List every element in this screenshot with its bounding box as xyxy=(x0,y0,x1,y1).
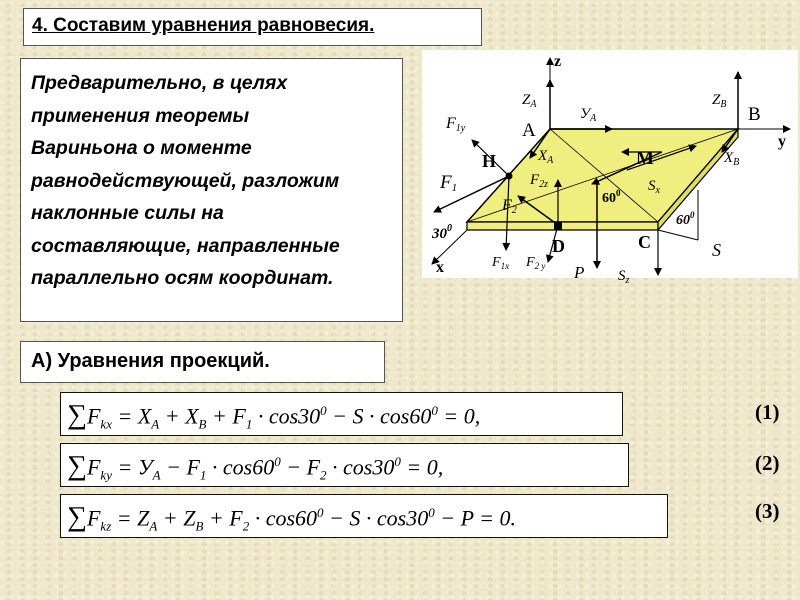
eq-term: 0. xyxy=(499,505,516,531)
eq-term: 0, xyxy=(426,454,444,480)
P-label: P xyxy=(574,263,585,282)
eq-superscript: 0 xyxy=(317,505,324,520)
section-heading xyxy=(20,341,385,383)
F2y-label: $F_{2 y}$ xyxy=(526,255,546,271)
slide-title xyxy=(23,8,482,46)
eq-subscript: ky xyxy=(100,467,112,483)
eq-term: cos60 xyxy=(380,403,432,429)
intro-text-box xyxy=(20,58,403,322)
plate-front-edge xyxy=(467,222,658,230)
eq-subscript: B xyxy=(198,416,207,432)
axis-y-label: y xyxy=(778,133,786,150)
eq-subscript: A xyxy=(152,467,161,483)
eq-term: 0, xyxy=(463,403,481,429)
eq-term: У xyxy=(137,454,153,480)
XB-label: $X_B$ xyxy=(724,150,740,168)
equation-1: $\sum F_{kx} = X_A + X_B + F_1 \cdot \cos 30^0 - S \cdot \cos 60^0 = 0$, xyxy=(60,392,623,436)
point-B-label: B xyxy=(748,104,761,125)
intro-line: Вариньона о моменте xyxy=(31,137,252,159)
eq-term: F xyxy=(86,403,101,429)
eq-term: cos30 xyxy=(376,505,429,531)
slide-title-text: 4. Составим уравнения равновесия. xyxy=(32,15,375,36)
eq-term: P xyxy=(460,505,474,531)
XA-label: $X_A$ xyxy=(538,148,554,166)
sum-symbol: ∑ xyxy=(67,399,87,431)
eq-subscript: 2 xyxy=(320,467,327,483)
Sx-label: $S_x$ xyxy=(648,178,660,196)
eq-term: X xyxy=(137,403,152,429)
intro-line: наклонные силы на xyxy=(31,202,224,224)
intro-line: Предварительно, в целях xyxy=(31,72,288,94)
eq-term: cos60 xyxy=(265,505,318,531)
angle-60-label: $60^0$ xyxy=(602,188,621,206)
intro-line: параллельно осям координат. xyxy=(31,267,334,289)
equation-number: (3) xyxy=(755,499,780,523)
equation-2: $\sum F_{ky} = У_A - F_1 \cdot \cos 60^0 - F_2 \cdot \cos 30^0 = 0$, xyxy=(60,443,629,487)
point-A-label: A xyxy=(522,120,536,141)
figure-svg xyxy=(422,50,798,286)
equation-number: (1) xyxy=(755,400,780,424)
angle-60-label: $60^0$ xyxy=(676,210,695,228)
eq-term: Z xyxy=(137,505,150,531)
eq-subscript: kx xyxy=(100,416,112,432)
eq-term: S xyxy=(349,505,361,531)
F1-label: F1 xyxy=(440,172,458,194)
eq-subscript: 1 xyxy=(199,467,207,483)
F1y-label: F1y xyxy=(446,115,466,134)
eq-term: F xyxy=(229,505,243,531)
intro-line: составляющие, направленные xyxy=(31,234,340,257)
mechanics-figure xyxy=(422,50,798,286)
section-heading-text: А) Уравнения проекций. xyxy=(31,350,270,372)
F2-label: F2 xyxy=(502,197,517,216)
ZA-label: $Z_A$ xyxy=(522,92,537,110)
eq-term: F xyxy=(232,403,246,429)
equation-3: $\sum F_{kz} = Z_A + Z_B + F_2 \cdot \cos 60^0 - S \cdot \cos 30^0 - P = 0$. xyxy=(60,494,668,538)
YA-label: $У_A$ xyxy=(580,106,597,124)
sum-symbol: ∑ xyxy=(67,450,87,482)
eq-term: F xyxy=(86,505,101,531)
Sz-label: $S_z$ xyxy=(618,268,630,286)
eq-subscript: A xyxy=(151,416,160,432)
intro-line: равнодействующей, разложим xyxy=(31,169,340,192)
equation-number: (2) xyxy=(755,451,780,475)
point-C-label: C xyxy=(638,232,651,252)
axis-x-label: x xyxy=(436,259,444,276)
point-H xyxy=(506,173,513,180)
eq-subscript: 1 xyxy=(245,416,253,432)
ZB-label: $Z_B$ xyxy=(712,92,727,110)
eq-superscript: 0 xyxy=(394,454,401,469)
eq-term: F xyxy=(306,454,321,480)
sum-symbol: ∑ xyxy=(67,501,87,533)
eq-term: F xyxy=(186,454,200,480)
eq-subscript: B xyxy=(195,518,204,534)
F1x-label: $F_{1x}$ xyxy=(492,255,510,271)
eq-superscript: 0 xyxy=(274,454,281,469)
eq-superscript: 0 xyxy=(431,403,438,418)
eq-term: Z xyxy=(183,505,196,531)
point-D-label: D xyxy=(552,236,565,256)
eq-superscript: 0 xyxy=(428,505,435,520)
eq-subscript: A xyxy=(149,518,158,534)
eq-term: cos60 xyxy=(222,454,275,480)
eq-subscript: 2 xyxy=(242,518,250,534)
eq-subscript: kz xyxy=(100,518,112,534)
eq-superscript: 0 xyxy=(320,403,327,418)
S-projection xyxy=(658,230,698,240)
axis-z-label: z xyxy=(554,53,562,70)
angle-30-label: $30^0$ xyxy=(432,223,452,242)
eq-term: cos30 xyxy=(268,403,321,429)
eq-term: F xyxy=(86,454,101,480)
S-label: S xyxy=(712,240,721,260)
intro-line: применения теоремы xyxy=(31,104,250,127)
F2z-label: $F_{2z}$ xyxy=(530,172,549,190)
point-M-label: M xyxy=(636,148,654,169)
point-D xyxy=(554,222,562,230)
eq-term: cos30 xyxy=(343,454,395,480)
eq-term: S xyxy=(352,403,364,429)
point-H-label: H xyxy=(482,151,497,171)
eq-term: X xyxy=(185,403,199,429)
